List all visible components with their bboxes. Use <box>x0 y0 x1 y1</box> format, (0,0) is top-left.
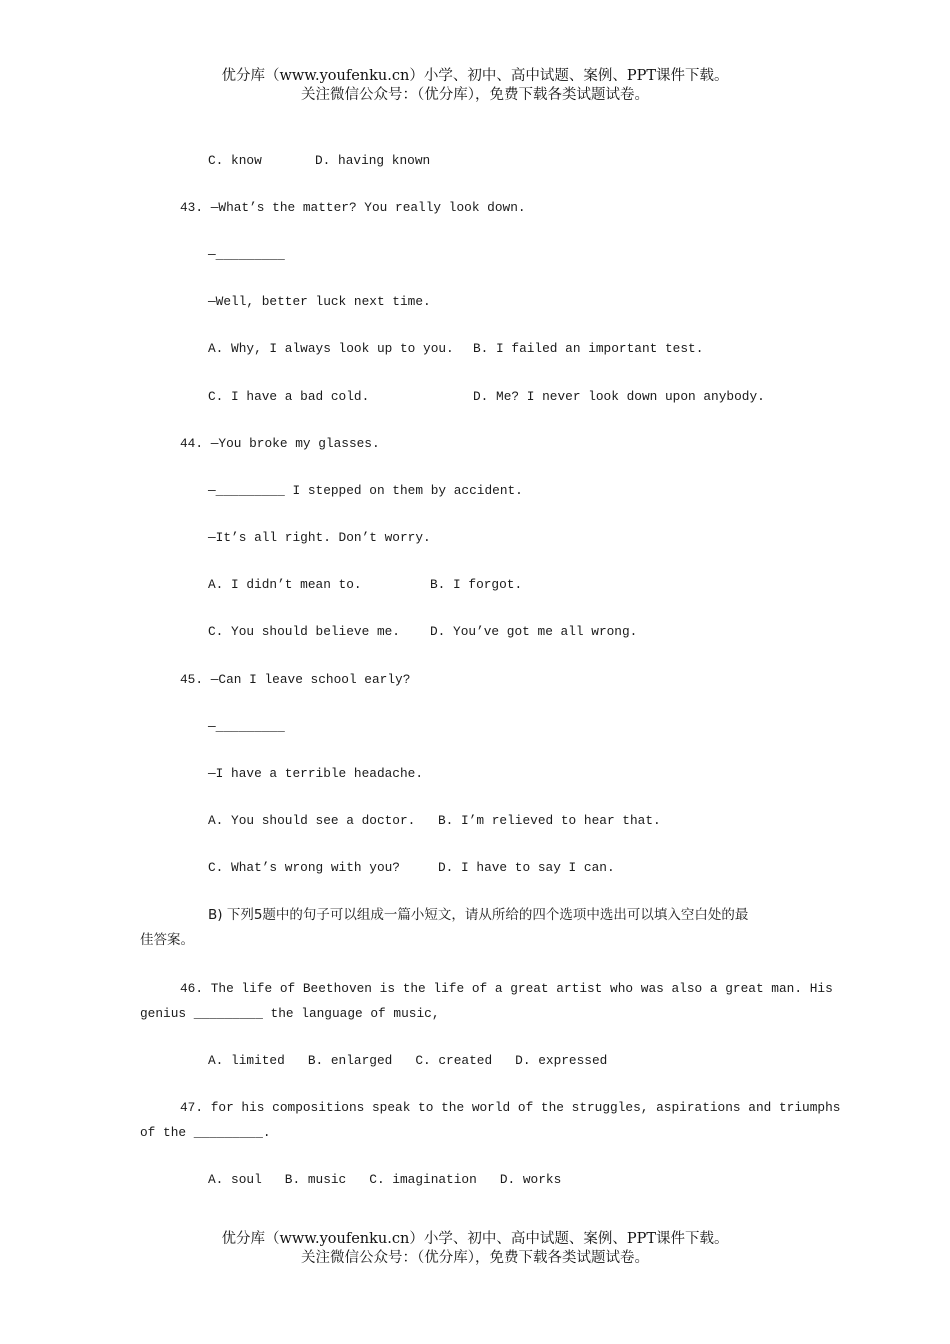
q43-prompt: 43. —What’s the matter? You really look down. <box>180 200 526 215</box>
q45-option-a: A. You should see a doctor. <box>208 813 416 828</box>
q44-prompt: 44. —You broke my glasses. <box>180 436 380 451</box>
q46-options: A. limited B. enlarged C. created D. expressed <box>208 1053 608 1068</box>
q43-option-d: D. Me? I never look down upon anybody. <box>473 389 765 404</box>
q44-option-b: B. I forgot. <box>430 577 523 592</box>
section-b-instruction-line-1: B) 下列5题中的句子可以组成一篇小短文，请从所给的四个选项中选出可以填入空白处的最 <box>208 907 749 923</box>
q44-response: —It’s all right. Don’t worry. <box>208 530 431 545</box>
q47-line-1: 47. for his compositions speak to the world of the struggles, aspirations and triumphs <box>180 1100 841 1115</box>
q45-prompt: 45. —Can I leave school early? <box>180 672 411 687</box>
q47-line-2: of the _________. <box>140 1125 271 1140</box>
header-line-1: 优分库（www.youfenku.cn）小学、初中、高中试题、案例、PPT课件下载。 <box>221 68 729 84</box>
q45-response: —I have a terrible headache. <box>208 766 424 781</box>
q43-option-a: A. Why, I always look up to you. <box>208 341 454 356</box>
q44-option-d: D. You’ve got me all wrong. <box>430 624 638 639</box>
q45-option-b: B. I’m relieved to hear that. <box>438 813 661 828</box>
footer-line-1: 优分库（www.youfenku.cn）小学、初中、高中试题、案例、PPT课件下载。 <box>221 1231 729 1247</box>
q42-option-c: C. know <box>208 153 262 168</box>
q46-line-1: 46. The life of Beethoven is the life of a great artist who was also a great man. His <box>180 981 833 996</box>
page-header <box>0 67 950 105</box>
q45-reply-blank: —_________ <box>208 719 285 734</box>
section-b-instruction-line-2: 佳答案。 <box>140 932 194 948</box>
q43-response: —Well, better luck next time. <box>208 294 431 309</box>
q43-option-c: C. I have a bad cold. <box>208 389 370 404</box>
q44-option-a: A. I didn’t mean to. <box>208 577 362 592</box>
q47-options: A. soul B. music C. imagination D. works <box>208 1172 562 1187</box>
q43-option-b: B. I failed an important test. <box>473 341 704 356</box>
q44-reply-blank: —_________ I stepped on them by accident. <box>208 483 523 498</box>
footer-line-2: 关注微信公众号：（优分库），免费下载各类试题试卷。 <box>301 1250 649 1266</box>
q42-option-d: D. having known <box>315 153 431 168</box>
q45-option-c: C. What’s wrong with you? <box>208 860 400 875</box>
header-line-2: 关注微信公众号：（优分库），免费下载各类试题试卷。 <box>301 87 649 103</box>
page-footer <box>0 1230 950 1268</box>
q43-reply-blank: —_________ <box>208 247 285 262</box>
q44-option-c: C. You should believe me. <box>208 624 400 639</box>
q45-option-d: D. I have to say I can. <box>438 860 615 875</box>
q46-line-2: genius _________ the language of music, <box>140 1006 440 1021</box>
